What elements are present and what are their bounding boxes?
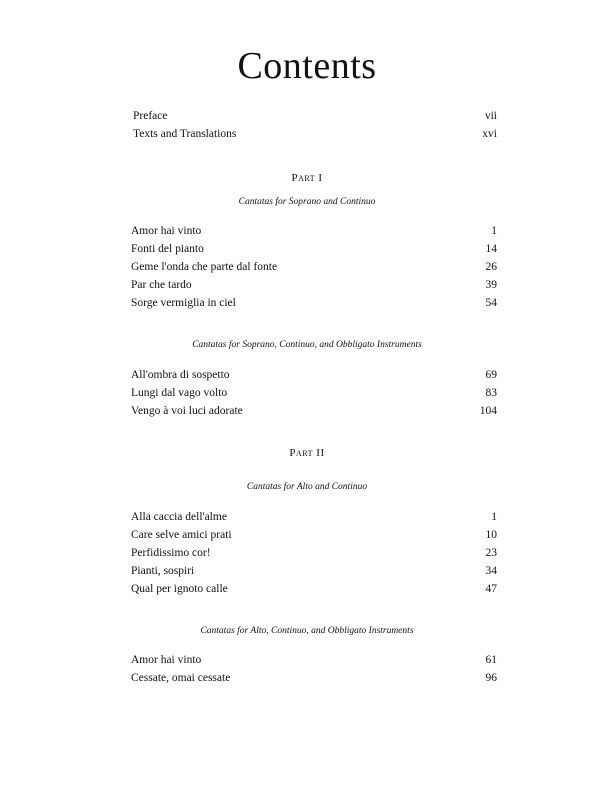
- section-heading: Cantatas for Alto and Continuo: [246, 482, 368, 492]
- entry-page: 14: [485, 243, 497, 255]
- entry-title: Lungi dal vago volto: [131, 387, 228, 399]
- entry-page: 10: [485, 529, 497, 541]
- entry-title: Pianti, sospiri: [131, 565, 195, 577]
- entry-title: Fonti del pianto: [131, 243, 204, 255]
- entry-title: Geme l'onda che parte dal fonte: [131, 261, 278, 273]
- entry-title: All'ombra di sospetto: [131, 369, 230, 381]
- section-heading: Cantatas for Soprano and Continuo: [238, 197, 376, 207]
- part-two-heading: Part II: [289, 447, 325, 459]
- entry-title: Par che tardo: [131, 279, 192, 291]
- entry-page: vii: [484, 110, 497, 122]
- entry-page: 83: [485, 387, 497, 399]
- toc-entry: [131, 387, 497, 405]
- entry-title: Qual per ignoto calle: [131, 583, 228, 595]
- toc-entry: [131, 529, 497, 547]
- toc-entry: [131, 654, 497, 672]
- entry-page: 34: [485, 565, 497, 577]
- toc-entry: [131, 672, 497, 690]
- entry-page: 47: [485, 583, 497, 595]
- entry-title: Sorge vermiglia in ciel: [131, 297, 236, 309]
- entry-title: Perfidissimo cor!: [131, 547, 211, 559]
- entry-page: 1: [491, 225, 497, 237]
- entry-title: Alla caccia dell'alme: [131, 511, 227, 523]
- toc-entry: [131, 261, 497, 279]
- entry-page: 69: [485, 369, 497, 381]
- entry-page: 61: [485, 654, 497, 666]
- entry-title: Care selve amici prati: [131, 529, 232, 541]
- entry-page: 96: [485, 672, 497, 684]
- toc-entry: [131, 547, 497, 565]
- toc-entry: [131, 565, 497, 583]
- entry-title: Cessate, omai cessate: [131, 672, 231, 684]
- section-heading: Cantatas for Soprano, Continuo, and Obbligato Instruments: [192, 340, 422, 350]
- toc-entry: [131, 511, 497, 529]
- entry-title: Vengo à voi luci adorate: [131, 405, 243, 417]
- toc-entry: [131, 225, 497, 243]
- entry-page: 39: [485, 279, 497, 291]
- entry-page: 104: [479, 405, 497, 417]
- entry-page: xvi: [482, 128, 497, 140]
- entry-title: Amor hai vinto: [131, 654, 202, 666]
- toc-entry-texts-translations: [133, 128, 497, 146]
- entry-title: Preface: [133, 110, 168, 122]
- entry-page: 54: [485, 297, 497, 309]
- section-heading: Cantatas for Alto, Continuo, and Obbligato Instruments: [200, 626, 414, 636]
- page-title: Contents: [237, 45, 377, 87]
- entry-page: 26: [485, 261, 497, 273]
- toc-entry: [131, 583, 497, 601]
- toc-entry: [131, 369, 497, 387]
- entry-title: Amor hai vinto: [131, 225, 202, 237]
- toc-entry: [131, 297, 497, 315]
- entry-title: Texts and Translations: [133, 128, 237, 140]
- entry-page: 1: [491, 511, 497, 523]
- toc-entry-preface: [133, 110, 497, 128]
- toc-entry: [131, 279, 497, 297]
- entry-page: 23: [485, 547, 497, 559]
- toc-entry: [131, 405, 497, 423]
- part-one-heading: Part I: [291, 172, 323, 184]
- toc-entry: [131, 243, 497, 261]
